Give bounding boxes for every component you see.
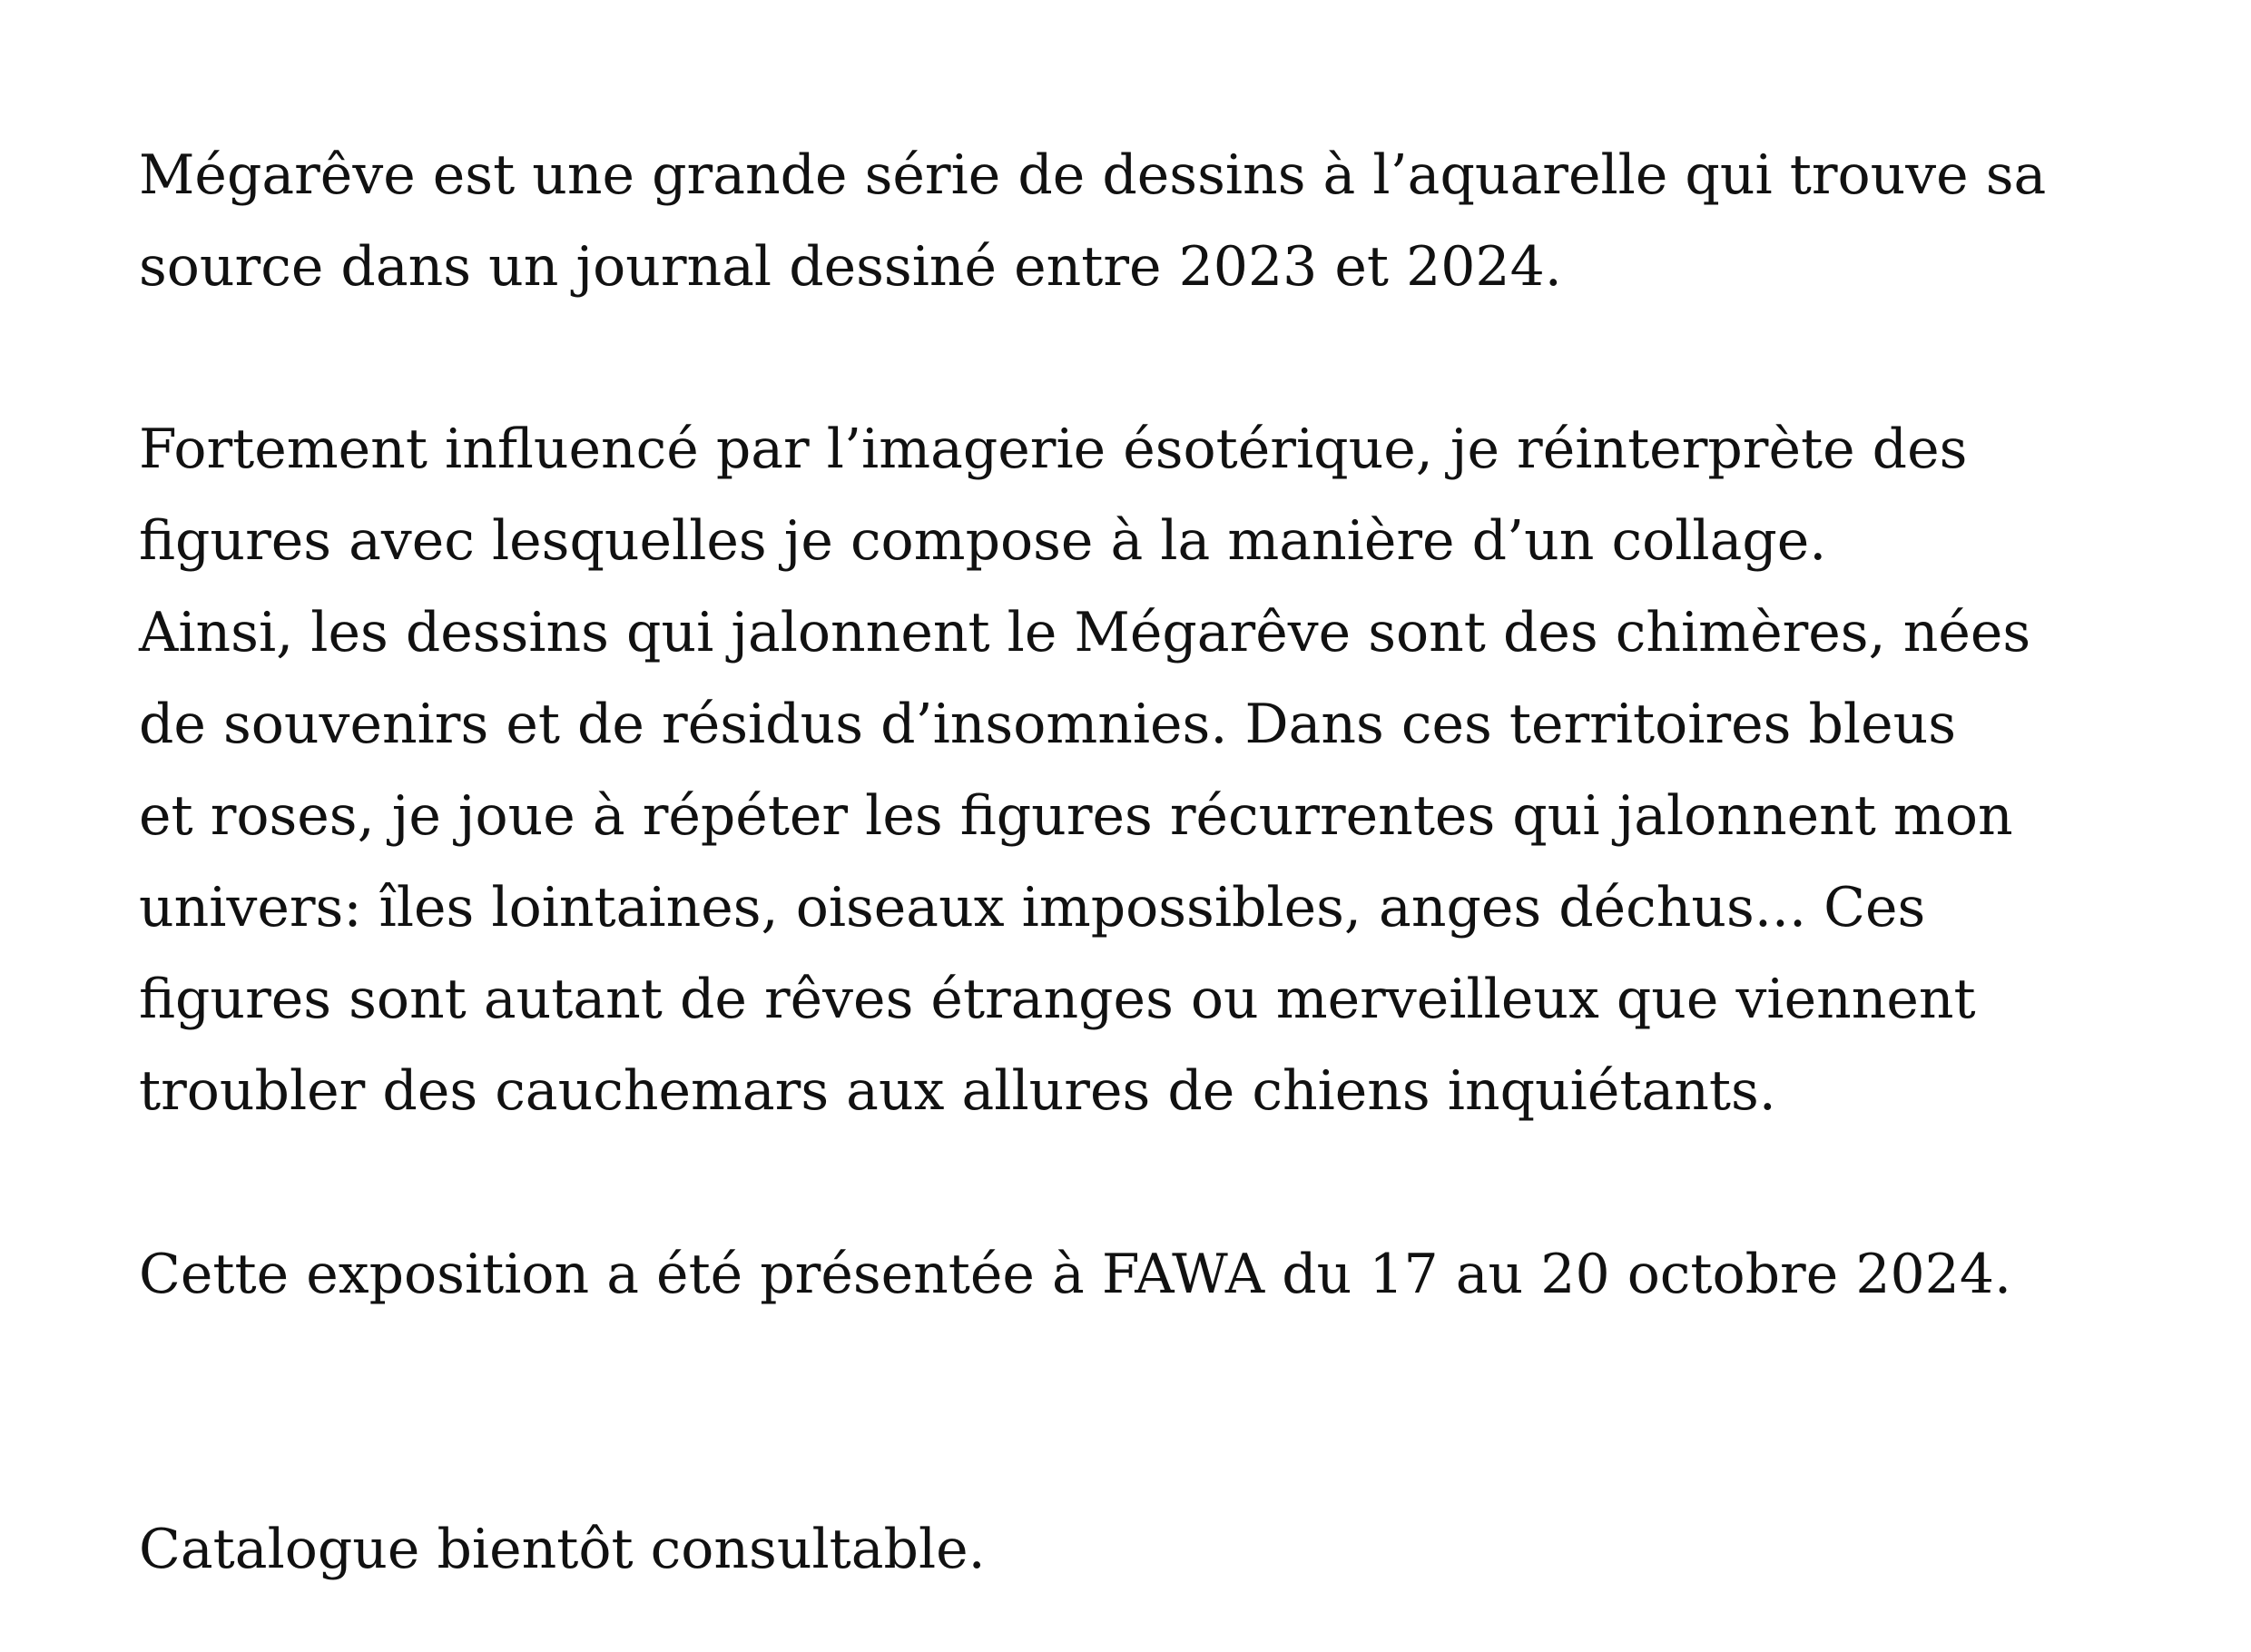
description-line-1: Fortement influencé par l’imagerie ésotérique, je réinterprète des bbox=[139, 418, 1968, 481]
catalogue-line: Catalogue bientôt consultable. bbox=[139, 1518, 986, 1581]
description-line-8: troubler des cauchemars aux allures de chiens inquiétants. bbox=[139, 1059, 1776, 1123]
paragraph-spacer bbox=[139, 1137, 2181, 1229]
text-page bbox=[139, 130, 2181, 1596]
description-line-5: et roses, je joue à répéter les figures récurrentes qui jalonnent mon bbox=[139, 784, 2013, 848]
description-line-7: figures sont autant de rêves étranges ou merveilleux que viennent bbox=[139, 968, 1976, 1031]
exhibition-paragraph bbox=[139, 1229, 2181, 1321]
paragraph-spacer bbox=[139, 1321, 2181, 1504]
paragraph-spacer bbox=[139, 313, 2181, 404]
description-line-6: univers: îles lointaines, oiseaux impossibles, anges déchus... Ces bbox=[139, 876, 1926, 939]
exhibition-line: Cette exposition a été présentée à FAWA du 17 au 20 octobre 2024. bbox=[139, 1243, 2012, 1306]
intro-line-1: Mégarêve est une grande série de dessins à l’aquarelle qui trouve sa bbox=[139, 143, 2047, 207]
intro-line-2: source dans un journal dessiné entre 2023 et 2024. bbox=[139, 235, 1562, 299]
description-line-3: Ainsi, les dessins qui jalonnent le Mégarêve sont des chimères, nées bbox=[139, 601, 2031, 664]
catalogue-paragraph bbox=[139, 1504, 2181, 1596]
description-line-2: figures avec lesquelles je compose à la manière d’un collage. bbox=[139, 509, 1827, 573]
description-line-4: de souvenirs et de résidus d’insomnies. Dans ces territoires bleus bbox=[139, 693, 1957, 756]
description-paragraph bbox=[139, 404, 2181, 1137]
intro-paragraph bbox=[139, 130, 2181, 313]
